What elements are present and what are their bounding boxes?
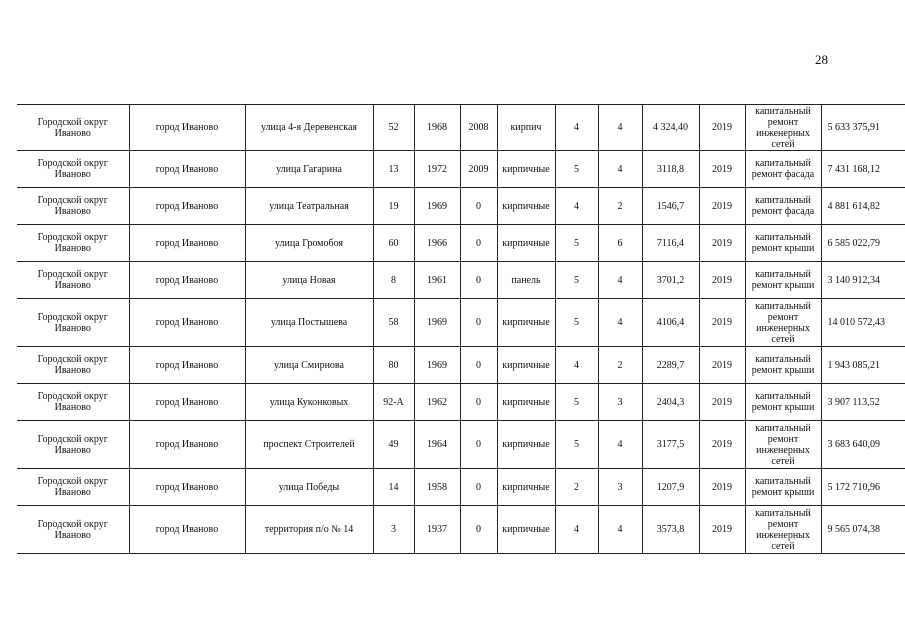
planned-year-cell: 2019: [699, 262, 745, 299]
wall-material-cell: кирпичные: [497, 506, 555, 554]
renovation-table: [17, 104, 905, 554]
city-cell: город Иваново: [129, 384, 245, 421]
table-row: [17, 188, 905, 225]
floors-cell: 5: [555, 225, 598, 262]
table-row: [17, 469, 905, 506]
work-type-cell: капитальный ремонт крыши: [745, 225, 821, 262]
last-renovation-cell: 2009: [460, 151, 497, 188]
work-type-cell: капитальный ремонт инженерных сетей: [745, 421, 821, 469]
planned-year-cell: 2019: [699, 188, 745, 225]
wall-material-cell: кирпичные: [497, 469, 555, 506]
planned-year-cell: 2019: [699, 506, 745, 554]
planned-year-cell: 2019: [699, 384, 745, 421]
area-cell: 7116,4: [642, 225, 699, 262]
planned-year-cell: 2019: [699, 225, 745, 262]
build-year-cell: 1972: [414, 151, 460, 188]
last-renovation-cell: 0: [460, 262, 497, 299]
house-number-cell: 8: [373, 262, 414, 299]
work-type-cell: капитальный ремонт инженерных сетей: [745, 105, 821, 151]
city-cell: город Иваново: [129, 225, 245, 262]
district-cell: Городской округ Иваново: [17, 225, 129, 262]
entrances-cell: 3: [598, 469, 642, 506]
table-row: [17, 225, 905, 262]
house-number-cell: 49: [373, 421, 414, 469]
area-cell: 2404,3: [642, 384, 699, 421]
city-cell: город Иваново: [129, 188, 245, 225]
table-row: [17, 384, 905, 421]
house-number-cell: 3: [373, 506, 414, 554]
table-row: [17, 151, 905, 188]
city-cell: город Иваново: [129, 299, 245, 347]
house-number-cell: 52: [373, 105, 414, 151]
entrances-cell: 4: [598, 151, 642, 188]
work-type-cell: капитальный ремонт крыши: [745, 469, 821, 506]
house-number-cell: 60: [373, 225, 414, 262]
floors-cell: 4: [555, 506, 598, 554]
district-cell: Городской округ Иваново: [17, 262, 129, 299]
entrances-cell: 4: [598, 105, 642, 151]
wall-material-cell: кирпичные: [497, 347, 555, 384]
district-cell: Городской округ Иваново: [17, 151, 129, 188]
city-cell: город Иваново: [129, 506, 245, 554]
area-cell: 3573,8: [642, 506, 699, 554]
last-renovation-cell: 0: [460, 188, 497, 225]
last-renovation-cell: 0: [460, 506, 497, 554]
planned-year-cell: 2019: [699, 347, 745, 384]
build-year-cell: 1966: [414, 225, 460, 262]
wall-material-cell: кирпичные: [497, 421, 555, 469]
cost-cell: 3 907 113,52: [821, 384, 905, 421]
street-cell: территория п/о № 14: [245, 506, 373, 554]
city-cell: город Иваново: [129, 347, 245, 384]
street-cell: улица Громобоя: [245, 225, 373, 262]
street-cell: улица Постышева: [245, 299, 373, 347]
build-year-cell: 1962: [414, 384, 460, 421]
floors-cell: 5: [555, 151, 598, 188]
area-cell: 3118,8: [642, 151, 699, 188]
last-renovation-cell: 0: [460, 225, 497, 262]
cost-cell: 14 010 572,43: [821, 299, 905, 347]
build-year-cell: 1969: [414, 188, 460, 225]
work-type-cell: капитальный ремонт фасада: [745, 151, 821, 188]
build-year-cell: 1969: [414, 299, 460, 347]
build-year-cell: 1937: [414, 506, 460, 554]
street-cell: улица Новая: [245, 262, 373, 299]
street-cell: улица 4-я Деревенская: [245, 105, 373, 151]
cost-cell: 6 585 022,79: [821, 225, 905, 262]
wall-material-cell: кирпичные: [497, 299, 555, 347]
district-cell: Городской округ Иваново: [17, 105, 129, 151]
floors-cell: 5: [555, 262, 598, 299]
planned-year-cell: 2019: [699, 105, 745, 151]
street-cell: улица Куконковых: [245, 384, 373, 421]
planned-year-cell: 2019: [699, 299, 745, 347]
district-cell: Городской округ Иваново: [17, 347, 129, 384]
cost-cell: 9 565 074,38: [821, 506, 905, 554]
last-renovation-cell: 0: [460, 384, 497, 421]
floors-cell: 4: [555, 188, 598, 225]
entrances-cell: 4: [598, 262, 642, 299]
house-number-cell: 19: [373, 188, 414, 225]
entrances-cell: 4: [598, 299, 642, 347]
city-cell: город Иваново: [129, 151, 245, 188]
cost-cell: 1 943 085,21: [821, 347, 905, 384]
floors-cell: 4: [555, 105, 598, 151]
district-cell: Городской округ Иваново: [17, 299, 129, 347]
table-row: [17, 506, 905, 554]
wall-material-cell: кирпичные: [497, 225, 555, 262]
work-type-cell: капитальный ремонт инженерных сетей: [745, 299, 821, 347]
house-number-cell: 80: [373, 347, 414, 384]
planned-year-cell: 2019: [699, 151, 745, 188]
street-cell: улица Победы: [245, 469, 373, 506]
street-cell: улица Театральная: [245, 188, 373, 225]
area-cell: 4 324,40: [642, 105, 699, 151]
area-cell: 2289,7: [642, 347, 699, 384]
floors-cell: 5: [555, 299, 598, 347]
wall-material-cell: кирпич: [497, 105, 555, 151]
wall-material-cell: панель: [497, 262, 555, 299]
cost-cell: 3 140 912,34: [821, 262, 905, 299]
district-cell: Городской округ Иваново: [17, 421, 129, 469]
wall-material-cell: кирпичные: [497, 188, 555, 225]
entrances-cell: 4: [598, 421, 642, 469]
table-row: [17, 262, 905, 299]
house-number-cell: 14: [373, 469, 414, 506]
house-number-cell: 58: [373, 299, 414, 347]
area-cell: 3701,2: [642, 262, 699, 299]
street-cell: проспект Строителей: [245, 421, 373, 469]
entrances-cell: 2: [598, 188, 642, 225]
entrances-cell: 2: [598, 347, 642, 384]
last-renovation-cell: 0: [460, 347, 497, 384]
work-type-cell: капитальный ремонт крыши: [745, 384, 821, 421]
work-type-cell: капитальный ремонт крыши: [745, 347, 821, 384]
street-cell: улица Гагарина: [245, 151, 373, 188]
district-cell: Городской округ Иваново: [17, 506, 129, 554]
street-cell: улица Смирнова: [245, 347, 373, 384]
cost-cell: 4 881 614,82: [821, 188, 905, 225]
district-cell: Городской округ Иваново: [17, 384, 129, 421]
build-year-cell: 1969: [414, 347, 460, 384]
build-year-cell: 1961: [414, 262, 460, 299]
build-year-cell: 1964: [414, 421, 460, 469]
district-cell: Городской округ Иваново: [17, 188, 129, 225]
build-year-cell: 1958: [414, 469, 460, 506]
cost-cell: 7 431 168,12: [821, 151, 905, 188]
work-type-cell: капитальный ремонт фасада: [745, 188, 821, 225]
house-number-cell: 92-А: [373, 384, 414, 421]
cost-cell: 5 172 710,96: [821, 469, 905, 506]
page-number: 28: [815, 52, 828, 67]
area-cell: 1546,7: [642, 188, 699, 225]
entrances-cell: 6: [598, 225, 642, 262]
cost-cell: 3 683 640,09: [821, 421, 905, 469]
area-cell: 3177,5: [642, 421, 699, 469]
entrances-cell: 3: [598, 384, 642, 421]
table-row: [17, 421, 905, 469]
build-year-cell: 1968: [414, 105, 460, 151]
city-cell: город Иваново: [129, 469, 245, 506]
city-cell: город Иваново: [129, 421, 245, 469]
house-number-cell: 13: [373, 151, 414, 188]
wall-material-cell: кирпичные: [497, 384, 555, 421]
city-cell: город Иваново: [129, 262, 245, 299]
work-type-cell: капитальный ремонт инженерных сетей: [745, 506, 821, 554]
area-cell: 1207,9: [642, 469, 699, 506]
floors-cell: 4: [555, 347, 598, 384]
planned-year-cell: 2019: [699, 421, 745, 469]
last-renovation-cell: 0: [460, 421, 497, 469]
last-renovation-cell: 2008: [460, 105, 497, 151]
table-row: [17, 105, 905, 151]
last-renovation-cell: 0: [460, 299, 497, 347]
work-type-cell: капитальный ремонт крыши: [745, 262, 821, 299]
table-row: [17, 347, 905, 384]
district-cell: Городской округ Иваново: [17, 469, 129, 506]
planned-year-cell: 2019: [699, 469, 745, 506]
entrances-cell: 4: [598, 506, 642, 554]
cost-cell: 5 633 375,91: [821, 105, 905, 151]
floors-cell: 2: [555, 469, 598, 506]
table-row: [17, 299, 905, 347]
area-cell: 4106,4: [642, 299, 699, 347]
last-renovation-cell: 0: [460, 469, 497, 506]
floors-cell: 5: [555, 384, 598, 421]
city-cell: город Иваново: [129, 105, 245, 151]
floors-cell: 5: [555, 421, 598, 469]
wall-material-cell: кирпичные: [497, 151, 555, 188]
